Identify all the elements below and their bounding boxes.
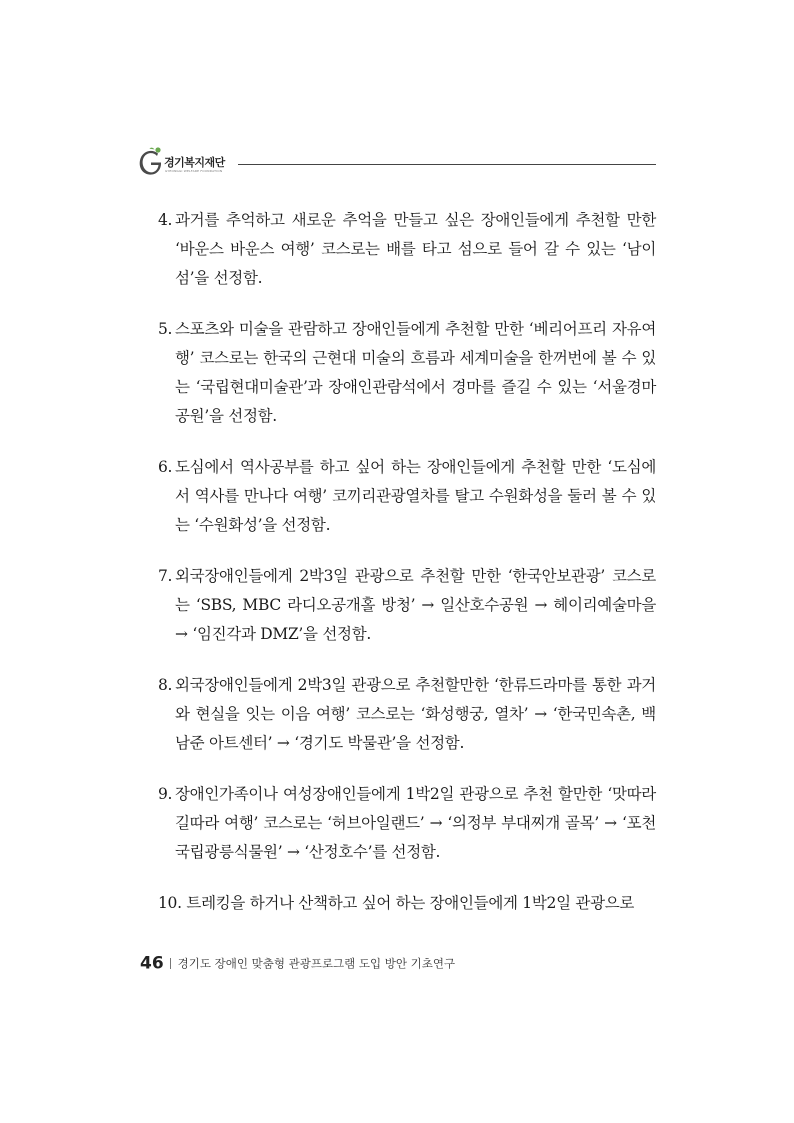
list-item-number: 5. xyxy=(158,320,173,338)
list-item-number: 8. xyxy=(158,676,173,694)
organization-name: 경기복지재단 xyxy=(164,156,225,169)
main-content xyxy=(158,206,656,940)
list-item-text: 장애인가족이나 여성장애인들에게 1박2일 관광으로 추천 할만한 ‘맛따라 길따라 여행’ 코스로는 ‘허브아일랜드’ → ‘의정부 부대찌개 골목’ → ‘포천국립광릉식물원’ → ‘산정호수’를 선정함. xyxy=(175,785,656,861)
list-item-number: 4. xyxy=(158,211,173,229)
organization-subtitle: GYEONGGI WELFARE FOUNDATION xyxy=(165,169,223,173)
footer-separator xyxy=(170,958,171,969)
list-item xyxy=(158,562,656,649)
report-title: 경기도 장애인 맞춤형 관광프로그램 도입 방안 기초연구 xyxy=(177,956,456,971)
page-number: 46 xyxy=(140,953,164,974)
list-item xyxy=(158,671,656,758)
list-item-text: 스포츠와 미술을 관람하고 장애인들에게 추천할 만한 ‘베리어프리 자유여행’ 코스로는 한국의 근현대 미술의 흐름과 세계미술을 한꺼번에 볼 수 있는 ‘국립현대미술관’과 장애인관람석에서 경마를 즐길 수 있는 ‘서울경마공원’을 선정함. xyxy=(175,320,656,425)
list-item xyxy=(158,780,656,867)
list-item xyxy=(158,453,656,540)
list-item-number: 6. xyxy=(158,458,173,476)
foundation-logo-icon xyxy=(138,146,164,176)
list-item-text: 외국장애인들에게 2박3일 관광으로 추천할만한 ‘한류드라마를 통한 과거와 현실을 잇는 이음 여행’ 코스로는 ‘화성행궁, 열차’ → ‘한국민속촌, 백남준 아트센터’ → ‘경기도 박물관’을 선정함. xyxy=(175,676,656,752)
list-item xyxy=(158,206,656,293)
list-item-text: 도심에서 역사공부를 하고 싶어 하는 장애인들에게 추천할 만한 ‘도심에서 역사를 만나다 여행’ 코끼리관광열차를 탈고 수원화성을 둘러 볼 수 있는 ‘수원화성’을 선정함. xyxy=(175,458,656,534)
list-item xyxy=(158,315,656,431)
list-item-text: 과거를 추억하고 새로운 추억을 만들고 싶은 장애인들에게 추천할 만한 ‘바운스 바운스 여행’ 코스로는 배를 타고 섬으로 들어 갈 수 있는 ‘남이섬’을 선정함. xyxy=(175,211,656,287)
list-item-number: 7. xyxy=(158,567,173,585)
header-divider xyxy=(238,164,656,165)
page-footer xyxy=(140,953,455,973)
list-item-number: 10. xyxy=(158,894,182,912)
list-item-text: 외국장애인들에게 2박3일 관광으로 추천할 만한 ‘한국안보관광’ 코스로는 ‘SBS, MBC 라디오공개홀 방청’ → 일산호수공원 → 헤이리예술마을 → ‘임진각과 DMZ’을 선정함. xyxy=(175,567,656,643)
page-header xyxy=(138,146,656,180)
list-item-number: 9. xyxy=(158,785,173,803)
list-item xyxy=(158,889,656,918)
list-item-text: 트레킹을 하거나 산책하고 싶어 하는 장애인들에게 1박2일 관광으로 xyxy=(186,894,635,912)
